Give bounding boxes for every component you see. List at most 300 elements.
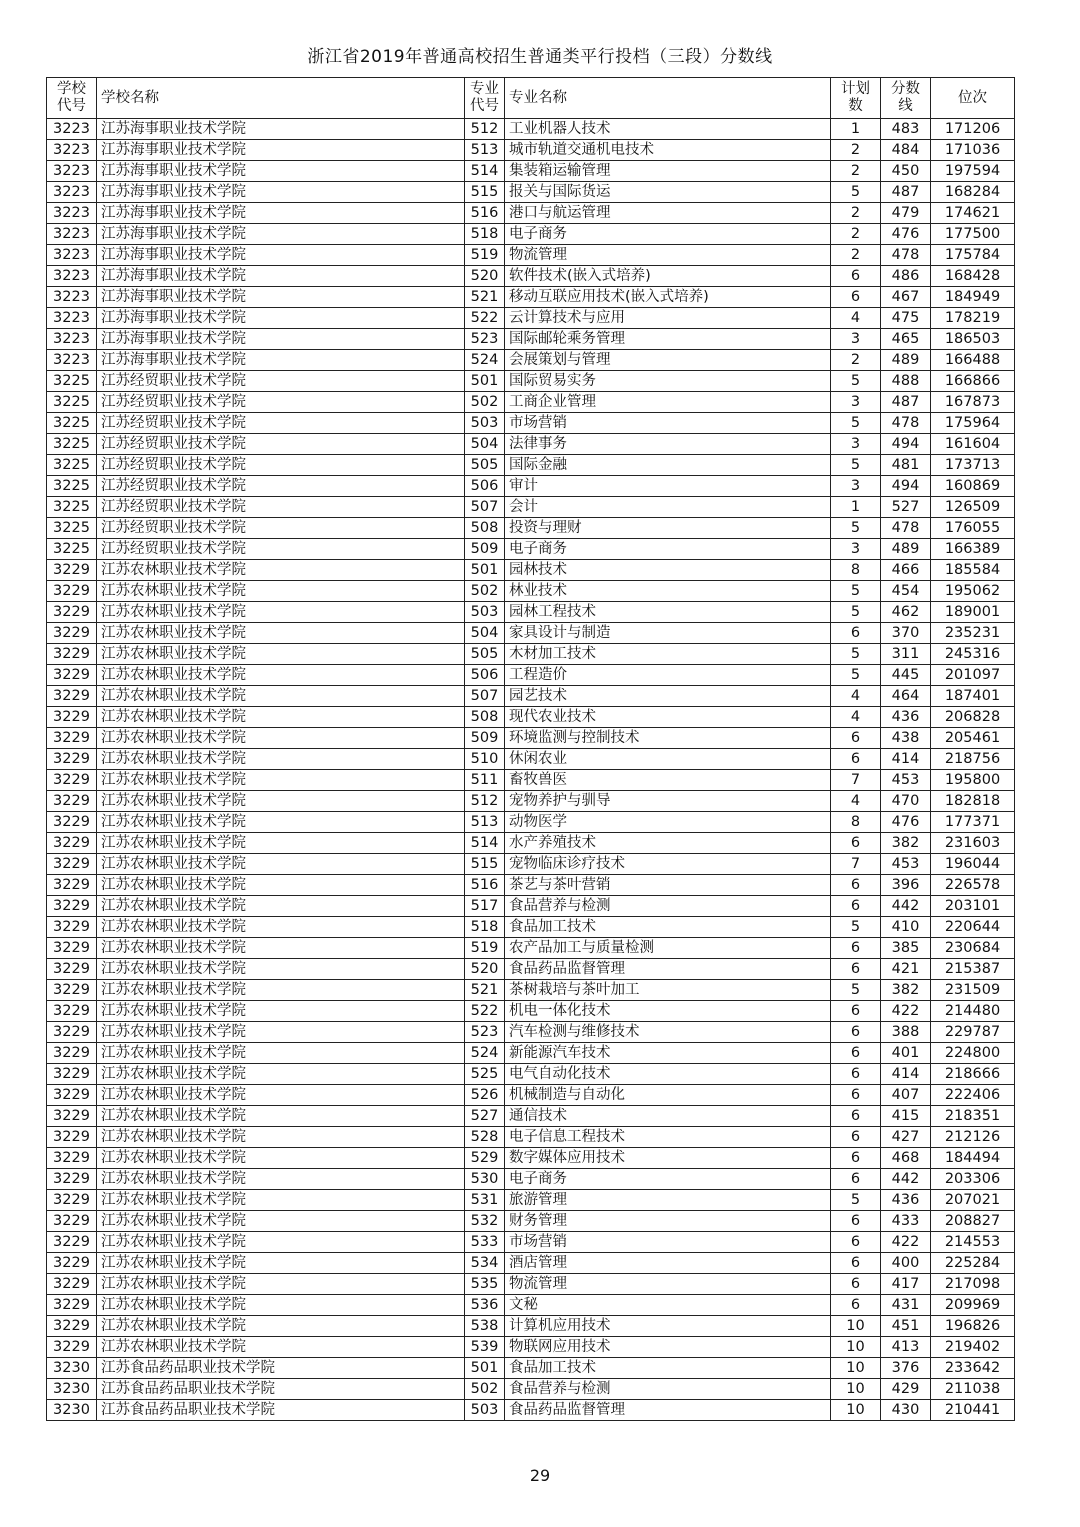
- cell-major-name: 新能源汽车技术: [505, 1043, 831, 1064]
- table-row: [47, 602, 1015, 623]
- cell-major-name: 市场营销: [505, 1232, 831, 1253]
- cell-major-name: 动物医学: [505, 812, 831, 833]
- cell-score-line: 413: [881, 1337, 931, 1358]
- cell-school-code: 3229: [47, 1043, 97, 1064]
- cell-school-name: 江苏农林职业技术学院: [97, 896, 465, 917]
- cell-school-name: 江苏农林职业技术学院: [97, 1190, 465, 1211]
- cell-rank: 174621: [931, 203, 1015, 224]
- cell-score-line: 430: [881, 1400, 931, 1421]
- cell-plan-count: 5: [831, 371, 881, 392]
- cell-score-line: 487: [881, 182, 931, 203]
- cell-school-name: 江苏农林职业技术学院: [97, 644, 465, 665]
- cell-school-code: 3229: [47, 1274, 97, 1295]
- cell-score-line: 470: [881, 791, 931, 812]
- header-plan: 计划 数: [831, 78, 881, 119]
- cell-plan-count: 6: [831, 1211, 881, 1232]
- cell-school-code: 3229: [47, 686, 97, 707]
- cell-rank: 214553: [931, 1232, 1015, 1253]
- cell-school-code: 3223: [47, 308, 97, 329]
- cell-major-name: 食品加工技术: [505, 1358, 831, 1379]
- cell-major-code: 521: [465, 287, 505, 308]
- cell-major-code: 507: [465, 686, 505, 707]
- cell-major-code: 522: [465, 308, 505, 329]
- cell-major-code: 507: [465, 497, 505, 518]
- cell-major-name: 集装箱运输管理: [505, 161, 831, 182]
- cell-plan-count: 2: [831, 161, 881, 182]
- cell-school-code: 3230: [47, 1379, 97, 1400]
- cell-score-line: 311: [881, 644, 931, 665]
- table-row: [47, 959, 1015, 980]
- table-row: [47, 665, 1015, 686]
- cell-rank: 166488: [931, 350, 1015, 371]
- cell-plan-count: 6: [831, 1064, 881, 1085]
- cell-school-name: 江苏经贸职业技术学院: [97, 434, 465, 455]
- cell-rank: 184949: [931, 287, 1015, 308]
- cell-major-name: 国际金融: [505, 455, 831, 476]
- cell-major-code: 505: [465, 455, 505, 476]
- cell-major-name: 国际贸易实务: [505, 371, 831, 392]
- cell-major-code: 506: [465, 476, 505, 497]
- cell-score-line: 436: [881, 707, 931, 728]
- table-row: [47, 224, 1015, 245]
- cell-score-line: 479: [881, 203, 931, 224]
- table-row: [47, 749, 1015, 770]
- cell-major-name: 计算机应用技术: [505, 1316, 831, 1337]
- cell-school-name: 江苏农林职业技术学院: [97, 1211, 465, 1232]
- cell-school-code: 3225: [47, 497, 97, 518]
- table-row: [47, 1106, 1015, 1127]
- cell-major-code: 525: [465, 1064, 505, 1085]
- cell-major-name: 水产养殖技术: [505, 833, 831, 854]
- cell-school-code: 3223: [47, 266, 97, 287]
- cell-major-code: 534: [465, 1253, 505, 1274]
- cell-school-code: 3225: [47, 518, 97, 539]
- cell-major-code: 519: [465, 938, 505, 959]
- table-row: [47, 329, 1015, 350]
- cell-major-name: 电气自动化技术: [505, 1064, 831, 1085]
- cell-major-code: 509: [465, 728, 505, 749]
- cell-school-code: 3223: [47, 245, 97, 266]
- cell-plan-count: 5: [831, 980, 881, 1001]
- cell-rank: 167873: [931, 392, 1015, 413]
- cell-major-name: 园林工程技术: [505, 602, 831, 623]
- cell-school-code: 3229: [47, 665, 97, 686]
- cell-plan-count: 2: [831, 245, 881, 266]
- cell-score-line: 429: [881, 1379, 931, 1400]
- table-row: [47, 1358, 1015, 1379]
- cell-school-name: 江苏经贸职业技术学院: [97, 392, 465, 413]
- cell-major-code: 514: [465, 833, 505, 854]
- cell-rank: 196826: [931, 1316, 1015, 1337]
- cell-rank: 208827: [931, 1211, 1015, 1232]
- cell-score-line: 442: [881, 896, 931, 917]
- cell-school-name: 江苏农林职业技术学院: [97, 1274, 465, 1295]
- cell-plan-count: 5: [831, 581, 881, 602]
- cell-school-name: 江苏农林职业技术学院: [97, 665, 465, 686]
- cell-rank: 171036: [931, 140, 1015, 161]
- cell-score-line: 478: [881, 518, 931, 539]
- cell-score-line: 436: [881, 1190, 931, 1211]
- cell-school-name: 江苏农林职业技术学院: [97, 749, 465, 770]
- cell-major-code: 516: [465, 203, 505, 224]
- cell-school-name: 江苏食品药品职业技术学院: [97, 1400, 465, 1421]
- cell-major-code: 536: [465, 1295, 505, 1316]
- cell-school-code: 3229: [47, 1232, 97, 1253]
- cell-rank: 222406: [931, 1085, 1015, 1106]
- cell-major-name: 电子信息工程技术: [505, 1127, 831, 1148]
- cell-rank: 235231: [931, 623, 1015, 644]
- table-row: [47, 308, 1015, 329]
- table-row: [47, 287, 1015, 308]
- cell-major-code: 512: [465, 791, 505, 812]
- cell-rank: 166389: [931, 539, 1015, 560]
- cell-major-name: 茶树栽培与茶叶加工: [505, 980, 831, 1001]
- cell-rank: 206828: [931, 707, 1015, 728]
- cell-rank: 195800: [931, 770, 1015, 791]
- table-row: [47, 1043, 1015, 1064]
- cell-school-code: 3230: [47, 1400, 97, 1421]
- cell-score-line: 414: [881, 749, 931, 770]
- cell-major-code: 532: [465, 1211, 505, 1232]
- cell-rank: 231603: [931, 833, 1015, 854]
- table-row: [47, 371, 1015, 392]
- table-row: [47, 980, 1015, 1001]
- cell-school-name: 江苏海事职业技术学院: [97, 308, 465, 329]
- cell-school-name: 江苏农林职业技术学院: [97, 770, 465, 791]
- cell-rank: 171206: [931, 119, 1015, 140]
- cell-major-code: 523: [465, 1022, 505, 1043]
- header-score: 分数 线: [881, 78, 931, 119]
- cell-school-code: 3225: [47, 539, 97, 560]
- cell-plan-count: 6: [831, 728, 881, 749]
- cell-major-name: 休闲农业: [505, 749, 831, 770]
- cell-plan-count: 3: [831, 329, 881, 350]
- table-row: [47, 1148, 1015, 1169]
- cell-major-name: 环境监测与控制技术: [505, 728, 831, 749]
- cell-plan-count: 6: [831, 1148, 881, 1169]
- table-row: [47, 1169, 1015, 1190]
- cell-school-code: 3223: [47, 140, 97, 161]
- cell-major-code: 503: [465, 602, 505, 623]
- cell-rank: 197594: [931, 161, 1015, 182]
- cell-school-code: 3229: [47, 959, 97, 980]
- cell-major-name: 财务管理: [505, 1211, 831, 1232]
- cell-plan-count: 1: [831, 119, 881, 140]
- table-row: [47, 812, 1015, 833]
- table-row: [47, 413, 1015, 434]
- table-row: [47, 497, 1015, 518]
- cell-rank: 218666: [931, 1064, 1015, 1085]
- cell-rank: 175964: [931, 413, 1015, 434]
- cell-score-line: 453: [881, 854, 931, 875]
- cell-major-name: 国际邮轮乘务管理: [505, 329, 831, 350]
- table-row: [47, 140, 1015, 161]
- cell-score-line: 407: [881, 1085, 931, 1106]
- cell-school-code: 3223: [47, 203, 97, 224]
- cell-school-code: 3223: [47, 224, 97, 245]
- cell-major-code: 512: [465, 119, 505, 140]
- cell-rank: 126509: [931, 497, 1015, 518]
- cell-major-code: 530: [465, 1169, 505, 1190]
- cell-score-line: 486: [881, 266, 931, 287]
- cell-rank: 217098: [931, 1274, 1015, 1295]
- cell-plan-count: 6: [831, 1295, 881, 1316]
- cell-plan-count: 10: [831, 1379, 881, 1400]
- cell-score-line: 388: [881, 1022, 931, 1043]
- table-row: [47, 518, 1015, 539]
- cell-school-code: 3225: [47, 371, 97, 392]
- table-body: [47, 119, 1015, 1421]
- header-major-code: 专业 代号: [465, 78, 505, 119]
- cell-school-name: 江苏经贸职业技术学院: [97, 476, 465, 497]
- table-row: [47, 1295, 1015, 1316]
- table-row: [47, 1127, 1015, 1148]
- cell-rank: 209969: [931, 1295, 1015, 1316]
- cell-major-code: 518: [465, 917, 505, 938]
- table-row: [47, 350, 1015, 371]
- cell-school-name: 江苏海事职业技术学院: [97, 161, 465, 182]
- cell-score-line: 431: [881, 1295, 931, 1316]
- cell-major-name: 港口与航运管理: [505, 203, 831, 224]
- cell-plan-count: 5: [831, 413, 881, 434]
- cell-plan-count: 6: [831, 1043, 881, 1064]
- cell-plan-count: 2: [831, 140, 881, 161]
- cell-major-name: 木材加工技术: [505, 644, 831, 665]
- cell-major-code: 502: [465, 392, 505, 413]
- cell-school-name: 江苏农林职业技术学院: [97, 1085, 465, 1106]
- cell-school-name: 江苏农林职业技术学院: [97, 959, 465, 980]
- cell-major-code: 524: [465, 1043, 505, 1064]
- cell-school-code: 3225: [47, 392, 97, 413]
- cell-major-name: 会展策划与管理: [505, 350, 831, 371]
- cell-school-code: 3229: [47, 1211, 97, 1232]
- cell-major-code: 526: [465, 1085, 505, 1106]
- cell-school-code: 3225: [47, 413, 97, 434]
- header-rank: 位次: [931, 78, 1015, 119]
- cell-plan-count: 5: [831, 602, 881, 623]
- cell-plan-count: 6: [831, 938, 881, 959]
- table-row: [47, 161, 1015, 182]
- cell-plan-count: 8: [831, 812, 881, 833]
- table-row: [47, 1190, 1015, 1211]
- cell-score-line: 453: [881, 770, 931, 791]
- cell-major-code: 501: [465, 371, 505, 392]
- cell-score-line: 382: [881, 980, 931, 1001]
- cell-rank: 226578: [931, 875, 1015, 896]
- cell-major-name: 汽车检测与维修技术: [505, 1022, 831, 1043]
- cell-school-code: 3229: [47, 1169, 97, 1190]
- cell-school-code: 3223: [47, 287, 97, 308]
- cell-score-line: 400: [881, 1253, 931, 1274]
- cell-school-code: 3223: [47, 119, 97, 140]
- cell-major-name: 现代农业技术: [505, 707, 831, 728]
- cell-rank: 184494: [931, 1148, 1015, 1169]
- cell-major-name: 物联网应用技术: [505, 1337, 831, 1358]
- cell-plan-count: 6: [831, 959, 881, 980]
- cell-plan-count: 6: [831, 623, 881, 644]
- cell-plan-count: 10: [831, 1358, 881, 1379]
- cell-score-line: 376: [881, 1358, 931, 1379]
- cell-plan-count: 6: [831, 875, 881, 896]
- cell-plan-count: 10: [831, 1400, 881, 1421]
- cell-major-name: 投资与理财: [505, 518, 831, 539]
- cell-school-name: 江苏农林职业技术学院: [97, 1127, 465, 1148]
- cell-school-code: 3229: [47, 875, 97, 896]
- cell-major-name: 城市轨道交通机电技术: [505, 140, 831, 161]
- cell-major-code: 502: [465, 581, 505, 602]
- cell-rank: 214480: [931, 1001, 1015, 1022]
- cell-school-code: 3229: [47, 1064, 97, 1085]
- cell-score-line: 527: [881, 497, 931, 518]
- cell-school-name: 江苏经贸职业技术学院: [97, 455, 465, 476]
- table-row: [47, 728, 1015, 749]
- cell-plan-count: 6: [831, 1085, 881, 1106]
- table-row: [47, 581, 1015, 602]
- cell-plan-count: 4: [831, 707, 881, 728]
- cell-plan-count: 2: [831, 224, 881, 245]
- cell-rank: 218351: [931, 1106, 1015, 1127]
- cell-school-name: 江苏农林职业技术学院: [97, 854, 465, 875]
- cell-plan-count: 6: [831, 1022, 881, 1043]
- cell-major-code: 520: [465, 959, 505, 980]
- cell-school-name: 江苏食品药品职业技术学院: [97, 1379, 465, 1400]
- cell-school-name: 江苏农林职业技术学院: [97, 707, 465, 728]
- cell-school-code: 3229: [47, 1001, 97, 1022]
- cell-rank: 233642: [931, 1358, 1015, 1379]
- cell-rank: 173713: [931, 455, 1015, 476]
- cell-major-name: 数字媒体应用技术: [505, 1148, 831, 1169]
- cell-plan-count: 2: [831, 350, 881, 371]
- cell-major-code: 515: [465, 182, 505, 203]
- cell-major-name: 文秘: [505, 1295, 831, 1316]
- cell-major-name: 旅游管理: [505, 1190, 831, 1211]
- cell-plan-count: 6: [831, 1169, 881, 1190]
- header-major-name: 专业名称: [505, 78, 831, 119]
- cell-school-name: 江苏农林职业技术学院: [97, 1295, 465, 1316]
- cell-rank: 177500: [931, 224, 1015, 245]
- cell-school-name: 江苏农林职业技术学院: [97, 1022, 465, 1043]
- cell-score-line: 385: [881, 938, 931, 959]
- cell-major-code: 508: [465, 518, 505, 539]
- cell-rank: 187401: [931, 686, 1015, 707]
- cell-plan-count: 1: [831, 497, 881, 518]
- cell-major-name: 家具设计与制造: [505, 623, 831, 644]
- cell-rank: 161604: [931, 434, 1015, 455]
- cell-major-code: 509: [465, 539, 505, 560]
- cell-rank: 219402: [931, 1337, 1015, 1358]
- cell-school-name: 江苏农林职业技术学院: [97, 1043, 465, 1064]
- cell-school-code: 3229: [47, 623, 97, 644]
- cell-score-line: 415: [881, 1106, 931, 1127]
- cell-plan-count: 5: [831, 1190, 881, 1211]
- cell-score-line: 468: [881, 1148, 931, 1169]
- cell-score-line: 414: [881, 1064, 931, 1085]
- cell-major-name: 电子商务: [505, 539, 831, 560]
- table-row: [47, 1400, 1015, 1421]
- cell-school-name: 江苏海事职业技术学院: [97, 140, 465, 161]
- cell-school-code: 3229: [47, 854, 97, 875]
- table-row: [47, 686, 1015, 707]
- cell-major-code: 521: [465, 980, 505, 1001]
- cell-plan-count: 5: [831, 182, 881, 203]
- cell-school-code: 3230: [47, 1358, 97, 1379]
- cell-plan-count: 10: [831, 1316, 881, 1337]
- cell-school-code: 3229: [47, 1316, 97, 1337]
- cell-school-code: 3229: [47, 560, 97, 581]
- cell-school-code: 3229: [47, 1190, 97, 1211]
- cell-major-code: 533: [465, 1232, 505, 1253]
- cell-rank: 177371: [931, 812, 1015, 833]
- cell-school-name: 江苏农林职业技术学院: [97, 812, 465, 833]
- cell-major-name: 机械制造与自动化: [505, 1085, 831, 1106]
- cell-rank: 160869: [931, 476, 1015, 497]
- cell-major-code: 535: [465, 1274, 505, 1295]
- cell-school-code: 3223: [47, 182, 97, 203]
- cell-rank: 220644: [931, 917, 1015, 938]
- cell-score-line: 484: [881, 140, 931, 161]
- cell-score-line: 382: [881, 833, 931, 854]
- cell-school-code: 3229: [47, 1253, 97, 1274]
- cell-plan-count: 5: [831, 644, 881, 665]
- cell-school-name: 江苏经贸职业技术学院: [97, 413, 465, 434]
- cell-plan-count: 6: [831, 1127, 881, 1148]
- cell-score-line: 494: [881, 434, 931, 455]
- cell-school-code: 3225: [47, 455, 97, 476]
- cell-school-code: 3229: [47, 938, 97, 959]
- cell-major-code: 524: [465, 350, 505, 371]
- cell-major-code: 517: [465, 896, 505, 917]
- cell-rank: 203306: [931, 1169, 1015, 1190]
- cell-rank: 168428: [931, 266, 1015, 287]
- cell-score-line: 466: [881, 560, 931, 581]
- cell-major-code: 511: [465, 770, 505, 791]
- table-row: [47, 1337, 1015, 1358]
- cell-rank: 182818: [931, 791, 1015, 812]
- cell-school-name: 江苏农林职业技术学院: [97, 560, 465, 581]
- cell-major-name: 茶艺与茶叶营销: [505, 875, 831, 896]
- cell-school-name: 江苏海事职业技术学院: [97, 350, 465, 371]
- cell-rank: 203101: [931, 896, 1015, 917]
- cell-school-code: 3229: [47, 791, 97, 812]
- cell-plan-count: 4: [831, 791, 881, 812]
- cell-major-code: 519: [465, 245, 505, 266]
- cell-major-name: 酒店管理: [505, 1253, 831, 1274]
- cell-school-name: 江苏经贸职业技术学院: [97, 518, 465, 539]
- cell-major-code: 520: [465, 266, 505, 287]
- cell-plan-count: 6: [831, 287, 881, 308]
- cell-school-name: 江苏海事职业技术学院: [97, 182, 465, 203]
- cell-major-name: 通信技术: [505, 1106, 831, 1127]
- cell-school-name: 江苏经贸职业技术学院: [97, 371, 465, 392]
- cell-school-name: 江苏海事职业技术学院: [97, 119, 465, 140]
- cell-score-line: 450: [881, 161, 931, 182]
- cell-major-name: 工程造价: [505, 665, 831, 686]
- cell-school-name: 江苏农林职业技术学院: [97, 833, 465, 854]
- cell-score-line: 489: [881, 350, 931, 371]
- table-row: [47, 266, 1015, 287]
- cell-score-line: 475: [881, 308, 931, 329]
- cell-plan-count: 6: [831, 1253, 881, 1274]
- cell-plan-count: 3: [831, 434, 881, 455]
- cell-major-code: 513: [465, 140, 505, 161]
- cell-major-name: 农产品加工与质量检测: [505, 938, 831, 959]
- table-row: [47, 476, 1015, 497]
- cell-major-name: 工业机器人技术: [505, 119, 831, 140]
- cell-score-line: 487: [881, 392, 931, 413]
- table-header-row: [47, 78, 1015, 119]
- table-row: [47, 1022, 1015, 1043]
- cell-plan-count: 6: [831, 1232, 881, 1253]
